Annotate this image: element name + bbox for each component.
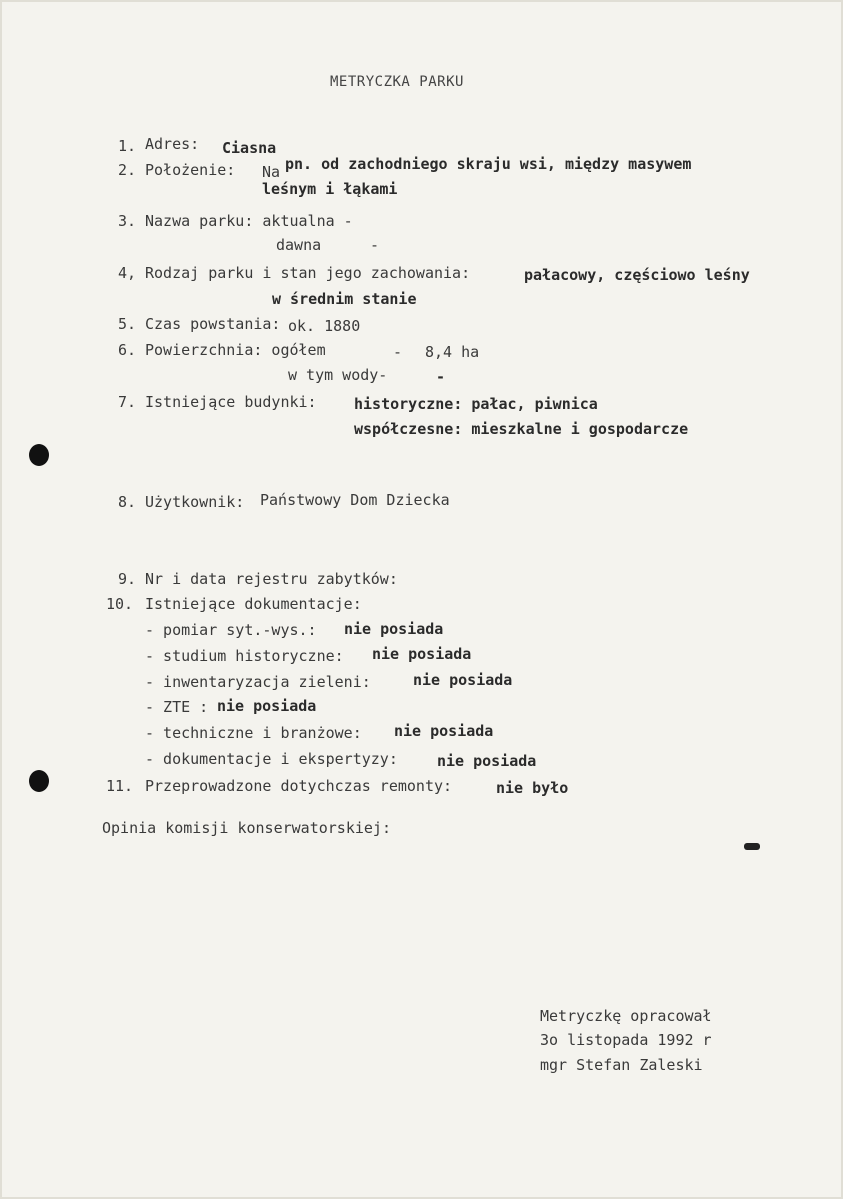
item-2-value-b: pn. od zachodniego skraju wsi, między masywem — [285, 155, 692, 173]
doc-6-value: nie posiada — [437, 752, 537, 770]
item-4-number: 4, — [118, 264, 137, 282]
item-6-value: 8,4 ha — [425, 343, 480, 361]
item-8-value: Państwowy Dom Dziecka — [260, 491, 450, 509]
page-title: METRYCZKA PARKU — [330, 74, 464, 90]
item-4-label: Rodzaj parku i stan jego zachowania: — [145, 264, 471, 282]
item-2-number: 2. — [118, 161, 137, 179]
item-8-label: Użytkownik: — [145, 493, 245, 511]
item-3-sub-label: dawna — [276, 236, 322, 254]
item-9-number: 9. — [118, 570, 137, 588]
ink-mark — [744, 843, 760, 850]
item-3-number: 3. — [118, 212, 137, 230]
punch-hole-top — [29, 444, 49, 466]
item-5-number: 5. — [118, 315, 137, 333]
item-6-number: 6. — [118, 341, 137, 359]
item-2-label: Położenie: — [145, 161, 236, 179]
signature-line-3: mgr Stefan Zaleski — [540, 1056, 703, 1074]
item-7-value: historyczne: pałac, piwnica — [354, 395, 598, 413]
doc-1-value: nie posiada — [344, 620, 444, 638]
doc-2-value: nie posiada — [372, 645, 472, 663]
item-1-number: 1. — [118, 137, 137, 155]
item-11-label: Przeprowadzone dotychczas remonty: — [145, 777, 453, 795]
item-6-label: Powierzchnia: ogółem — [145, 341, 326, 359]
item-10-number: 10. — [106, 595, 134, 613]
doc-1-label: - pomiar syt.-wys.: — [145, 621, 317, 639]
item-5-label: Czas powstania: — [145, 315, 281, 333]
item-9-label: Nr i data rejestru zabytków: — [145, 570, 398, 588]
item-11-value: nie było — [496, 779, 569, 797]
item-2-value-c: leśnym i łąkami — [262, 180, 398, 198]
opinion-label: Opinia komisji konserwatorskiej: — [102, 819, 391, 837]
doc-3-label: - inwentaryzacja zieleni: — [145, 673, 371, 691]
punch-hole-bottom — [29, 770, 49, 792]
item-3-sub-value: - — [370, 236, 380, 254]
doc-4-value: nie posiada — [217, 697, 317, 715]
item-7-number: 7. — [118, 393, 137, 411]
doc-4-label: - ZTE : — [145, 698, 209, 716]
item-6-dash: - — [393, 343, 403, 361]
item-6-sub-value: - — [436, 368, 446, 386]
signature-line-2: 3o listopada 1992 r — [540, 1031, 712, 1049]
item-1-label: Adres: — [145, 135, 200, 153]
item-2-value-a: Na — [262, 163, 281, 181]
item-1-value: Ciasna — [222, 139, 277, 157]
item-11-number: 11. — [106, 777, 134, 795]
doc-5-value: nie posiada — [394, 722, 494, 740]
item-6-sub-label: w tym wody- — [288, 366, 388, 384]
doc-3-value: nie posiada — [413, 671, 513, 689]
doc-6-label: - dokumentacje i ekspertyzy: — [145, 750, 398, 768]
signature-line-1: Metryczkę opracował — [540, 1007, 712, 1025]
item-5-value: ok. 1880 — [288, 317, 361, 335]
item-10-label: Istniejące dokumentacje: — [145, 595, 362, 613]
item-7-value-b: współczesne: mieszkalne i gospodarcze — [354, 420, 689, 438]
item-4-value: pałacowy, częściowo leśny — [524, 266, 750, 284]
item-4-value-b: w średnim stanie — [272, 290, 417, 308]
item-3-label: Nazwa parku: aktualna - — [145, 212, 353, 230]
doc-5-label: - techniczne i branżowe: — [145, 724, 362, 742]
item-8-number: 8. — [118, 493, 137, 511]
doc-2-label: - studium historyczne: — [145, 647, 344, 665]
item-7-label: Istniejące budynki: — [145, 393, 317, 411]
